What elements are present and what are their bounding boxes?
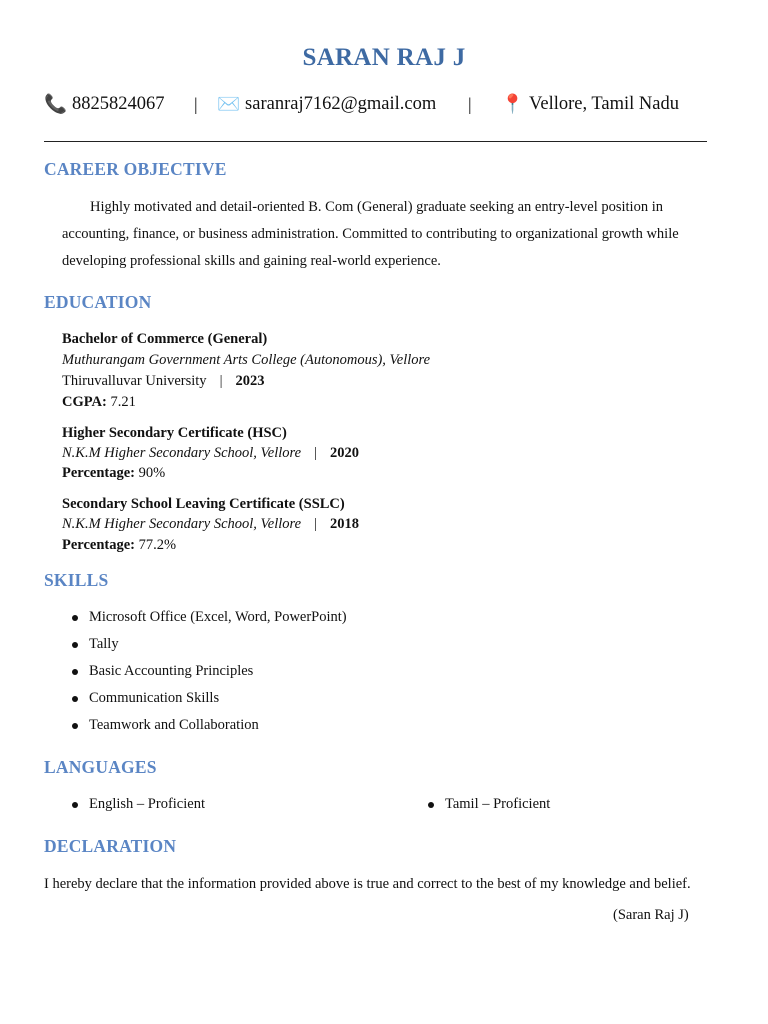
contact-email: [217, 93, 436, 116]
objective-line: developing professional skills and gaining real-world experience.: [62, 253, 441, 269]
section-title-objective: CAREER OBJECTIVE: [44, 159, 227, 179]
skill-item: Teamwork and Collaboration: [89, 717, 259, 734]
education-university-year: [62, 373, 264, 390]
education-year: 2020: [329, 445, 359, 461]
education-institution: N.K.M Higher Secondary School, Vellore: [62, 445, 302, 461]
education-score-label: CGPA:: [62, 394, 107, 410]
education-score: [62, 465, 165, 482]
education-institution: Muthurangam Government Arts College (Autonomous), Vellore: [62, 352, 431, 368]
contact-bar: [44, 93, 724, 121]
education-year: 2018: [329, 516, 359, 532]
location-pin-icon: 📍: [501, 95, 525, 115]
header-divider: [44, 141, 707, 142]
email-address: saranraj7162@gmail.com: [245, 94, 437, 114]
education-score-label: Percentage:: [62, 465, 135, 481]
bullet-icon: [72, 802, 78, 808]
bullet-icon: [428, 802, 434, 808]
education-score-label: Percentage:: [62, 537, 135, 553]
objective-line: accounting, finance, or business administration. Committed to contributing to organizational growth while: [62, 226, 679, 242]
objective-paragraph: [62, 194, 712, 275]
contact-location: [501, 93, 679, 116]
education-university: Thiruvalluvar University: [62, 373, 207, 389]
education-score: [62, 394, 136, 411]
section-title-skills: SKILLS: [44, 570, 109, 590]
signature-text: (Saran Raj J): [613, 907, 689, 923]
education-year: 2023: [235, 373, 265, 389]
education-score-value: 77.2%: [138, 537, 177, 553]
language-item: Tamil – Proficient: [445, 796, 550, 813]
education-institution: N.K.M Higher Secondary School, Vellore: [62, 516, 302, 532]
bullet-icon: [72, 615, 78, 621]
contact-phone: [44, 93, 165, 116]
education-score: [62, 537, 176, 554]
education-degree: Bachelor of Commerce (General): [62, 331, 268, 347]
education-separator: |: [314, 445, 317, 461]
phone-number: 8825824067: [72, 94, 165, 114]
contact-separator: |: [194, 94, 198, 114]
education-institution-year: [62, 445, 359, 462]
education-institution-year: [62, 516, 359, 533]
skill-item: Tally: [89, 636, 119, 653]
bullet-icon: [72, 723, 78, 729]
education-degree: Higher Secondary Certificate (HSC): [62, 425, 287, 441]
education-separator: |: [219, 373, 223, 389]
section-title-education: EDUCATION: [44, 292, 152, 312]
education-degree: Secondary School Leaving Certificate (SSLC): [62, 496, 345, 512]
education-score-value: 90%: [138, 465, 166, 481]
section-title-declaration: DECLARATION: [44, 836, 177, 856]
phone-icon: 📞: [44, 95, 68, 115]
bullet-icon: [72, 669, 78, 675]
education-score-value: 7.21: [110, 394, 136, 410]
skill-item: Basic Accounting Principles: [89, 663, 253, 680]
objective-line: Highly motivated and detail-oriented B. Com (General) graduate seeking an entry-level position in: [90, 199, 663, 215]
bullet-icon: [72, 696, 78, 702]
envelope-icon: ✉️: [217, 95, 241, 115]
education-separator: |: [314, 516, 317, 532]
bullet-icon: [72, 642, 78, 648]
location-text: Vellore, Tamil Nadu: [529, 94, 679, 114]
declaration-text: I hereby declare that the information provided above is true and correct to the best of my knowledge and belief.: [44, 876, 691, 892]
resume-name: SARAN RAJ J: [302, 44, 466, 71]
skill-item: Communication Skills: [89, 690, 219, 707]
language-item: English – Proficient: [89, 796, 205, 813]
skill-item: Microsoft Office (Excel, Word, PowerPoint): [89, 609, 347, 626]
section-title-languages: LANGUAGES: [44, 757, 157, 777]
contact-separator: |: [468, 94, 472, 114]
